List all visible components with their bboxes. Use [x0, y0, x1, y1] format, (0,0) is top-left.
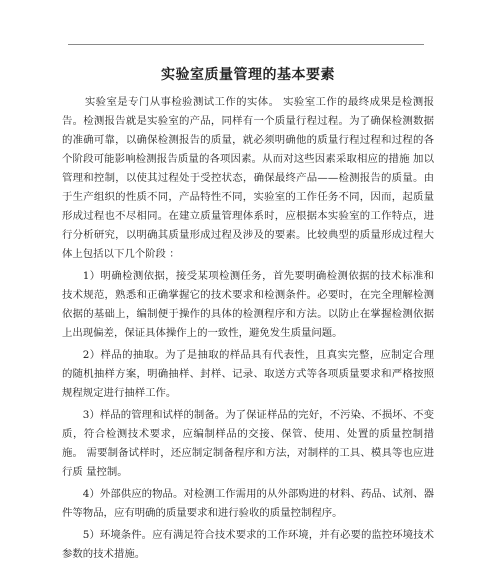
list-item-4: 4）外部供应的物品。对检测工作需用的从外部购进的材料、药品、试剂、器 件等物品，应有明确的质量要求和进行验收的质量控制程序。: [62, 488, 434, 519]
list-item-1: 1）明确检测依据，接受某项检测任务，首先要明确检测依据的技术标准和 技术规范，熟悉和正确掌握它的技术要求和检测条件。必要时，在完全理解检测 依据的基础上，编制便于操作的具体的检测程序和方法。以防止在掌握检测依据 上出现偏差，保证具体操作上的一致性，避免发生质量问题。: [62, 270, 434, 339]
document-title: 实验室质量管理的基本要素: [161, 67, 335, 83]
list-item-2: 2）样品的抽取。为了是抽取的样品具有代表性，且真实完整，应制定合理 的随机抽样方案，明确抽样、封样、记录、取送方式等各项质量要求和严格按照 规程规定进行抽样工作。: [62, 349, 434, 399]
list-item-5: 5）环境条件。应有满足符合技术要求的工作环境，并有必要的监控环境技术 参数的技术措施。: [62, 529, 434, 560]
document-body: [62, 64, 434, 564]
intro-paragraph: 实验室是专门从事检验测试工作的实体。 实验室工作的最终成果是检测报告。检测报告就是实验室的产品，同样有一个质量行程过程。为了确保检测数据的准确可靠，以确保检测报告的质量，就必须明确他的质量行程过程和过程的各个阶段可能影响检测报告质量的各项因素。从而对这些因素采取相应的措施 加以管理和控制，以使其过程处于受控状态，确保最终产品——检测报告的质量。由于生产组织的性质不同，产品特性不同，实验室的工作任务不同，因而，起质量形成过程也不尽相同。在建立质量管理体系时，应根据本实验室的工作特点，进行分析研究，以明确其质量形成过程及涉及的要素。比较典型的质量形成过程大体上包括以下几个阶段 ：: [62, 96, 434, 260]
list-item-3: 3）样品的管理和试样的制备。为了保证样品的完好，不污染、不损坏、不变 质，符合检测技术要求，应编制样品的交接、保管、使用、处置的质量控制措施。 需要制备试样时，还应制定制备程序和方法，对制样的工具、模具等也应进行质 量控制。: [62, 409, 434, 478]
header-rule: [68, 44, 424, 45]
